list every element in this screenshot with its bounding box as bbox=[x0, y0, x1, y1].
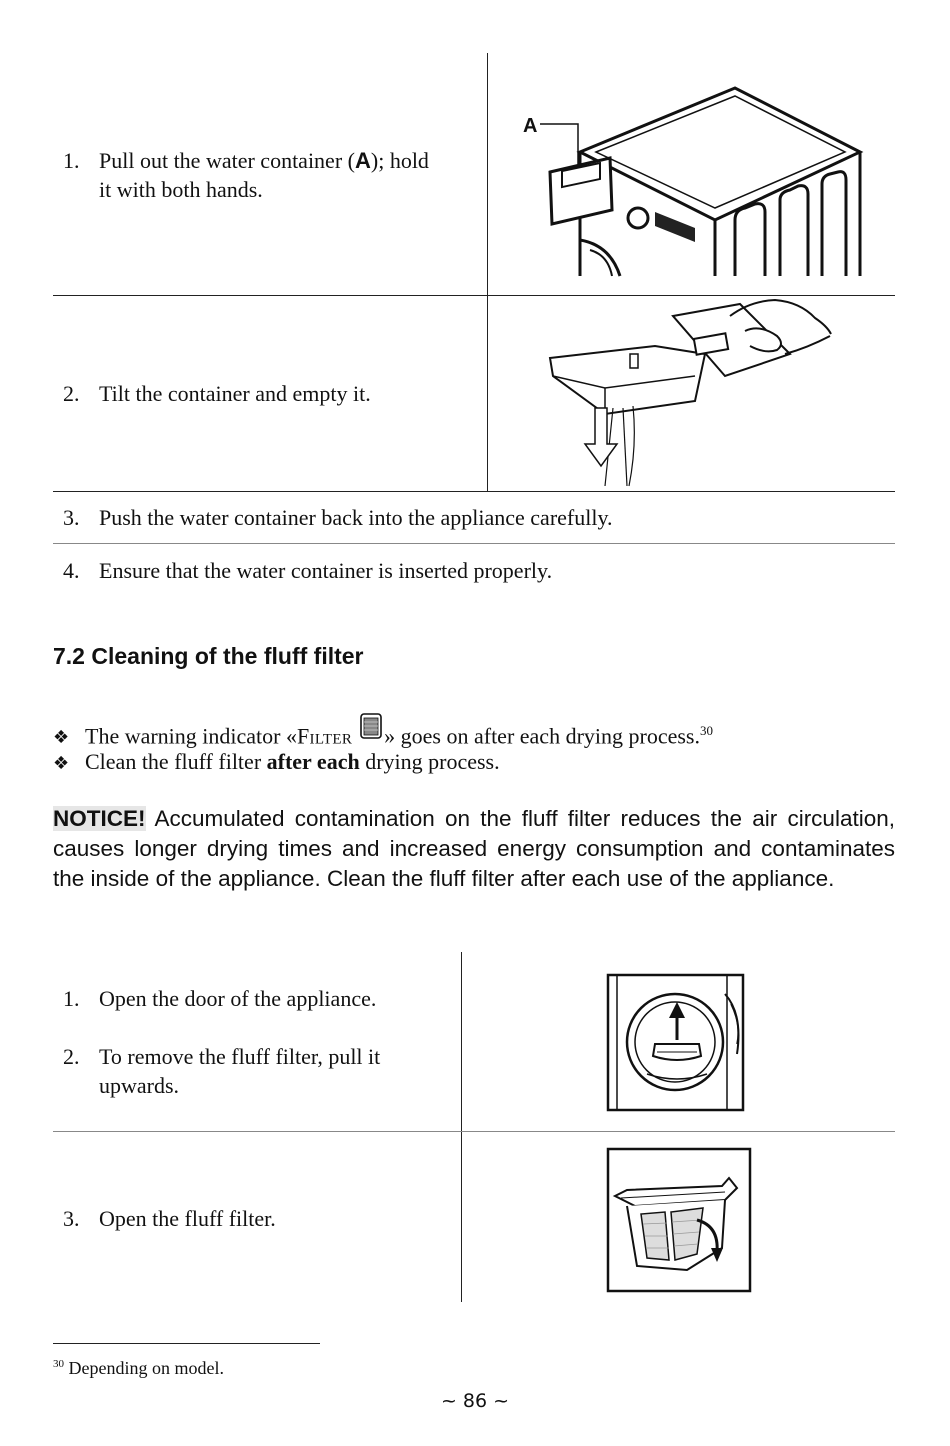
table2-divider-vertical bbox=[461, 952, 462, 1302]
step-text-line2: upwards. bbox=[99, 1073, 180, 1098]
step-bold-label: A bbox=[354, 148, 371, 173]
footnote-rule bbox=[53, 1343, 320, 1344]
step-text-cont: ); hold bbox=[370, 148, 429, 173]
step-number: 3. bbox=[63, 1206, 80, 1231]
step-number: 2. bbox=[63, 1044, 80, 1069]
fluff-filter-open-illustration bbox=[607, 1148, 751, 1292]
step-number: 1. bbox=[63, 148, 80, 173]
step-text: Tilt the container and empty it. bbox=[99, 381, 371, 406]
step-number: 4. bbox=[63, 558, 80, 583]
step-number: 3. bbox=[63, 505, 80, 530]
bullet-smallcaps: Filter bbox=[297, 723, 353, 749]
step-text: Open the door of the appliance. bbox=[99, 986, 377, 1011]
footnote-number: 30 bbox=[53, 1358, 64, 1370]
bullet-item-2 bbox=[53, 747, 913, 778]
notice-text: Accumulated contamination on the fluff filter reduces the air circulation, causes longer drying times and increased energy consumption and contaminates the inside of the appliance. Clean the fluff filter after each use of the appliance. bbox=[53, 806, 895, 891]
table1-divider-vertical bbox=[487, 53, 488, 491]
step-text: Pull out the water container ( bbox=[99, 148, 355, 173]
filter-indicator-icon bbox=[360, 721, 382, 745]
step-text: Push the water container back into the appliance carefully. bbox=[99, 505, 613, 530]
step-text: Open the fluff filter. bbox=[99, 1206, 276, 1231]
notice-label: NOTICE! bbox=[53, 806, 146, 831]
step-text: To remove the fluff filter, pull it bbox=[99, 1044, 381, 1069]
dryer-top-illustration bbox=[520, 80, 865, 280]
footnote-text: Depending on model. bbox=[64, 1358, 224, 1378]
fluff-filter-pull-illustration bbox=[607, 974, 744, 1111]
footnote bbox=[53, 1352, 224, 1380]
table2-row-divider bbox=[53, 1131, 895, 1132]
section-heading: 7.2 Cleaning of the fluff filter bbox=[53, 643, 364, 669]
label-a: A bbox=[523, 115, 538, 137]
container-tilt-illustration bbox=[545, 296, 835, 488]
bullet-bold: after each bbox=[266, 749, 360, 774]
step-number: 2. bbox=[63, 381, 80, 406]
step-number: 1. bbox=[63, 986, 80, 1011]
step-text-line2: it with both hands. bbox=[99, 177, 263, 202]
footnote-ref: 30 bbox=[700, 723, 713, 738]
bullet-symbol: ❖ bbox=[53, 727, 70, 749]
page-number: ~ 86 ~ bbox=[440, 1390, 510, 1412]
table1-bottom-line bbox=[53, 491, 895, 492]
step-text: Ensure that the water container is inserted properly. bbox=[99, 558, 553, 583]
bullet-text-cont: » goes on after each drying process. bbox=[384, 723, 700, 749]
bullet-text-cont: drying process. bbox=[359, 749, 500, 774]
bullet-text: Clean the fluff filter bbox=[85, 749, 267, 774]
step-3-divider bbox=[53, 543, 895, 544]
bullet-symbol: ❖ bbox=[53, 753, 70, 774]
notice-paragraph bbox=[53, 804, 895, 894]
bullet-text: The warning indicator « bbox=[85, 723, 297, 749]
